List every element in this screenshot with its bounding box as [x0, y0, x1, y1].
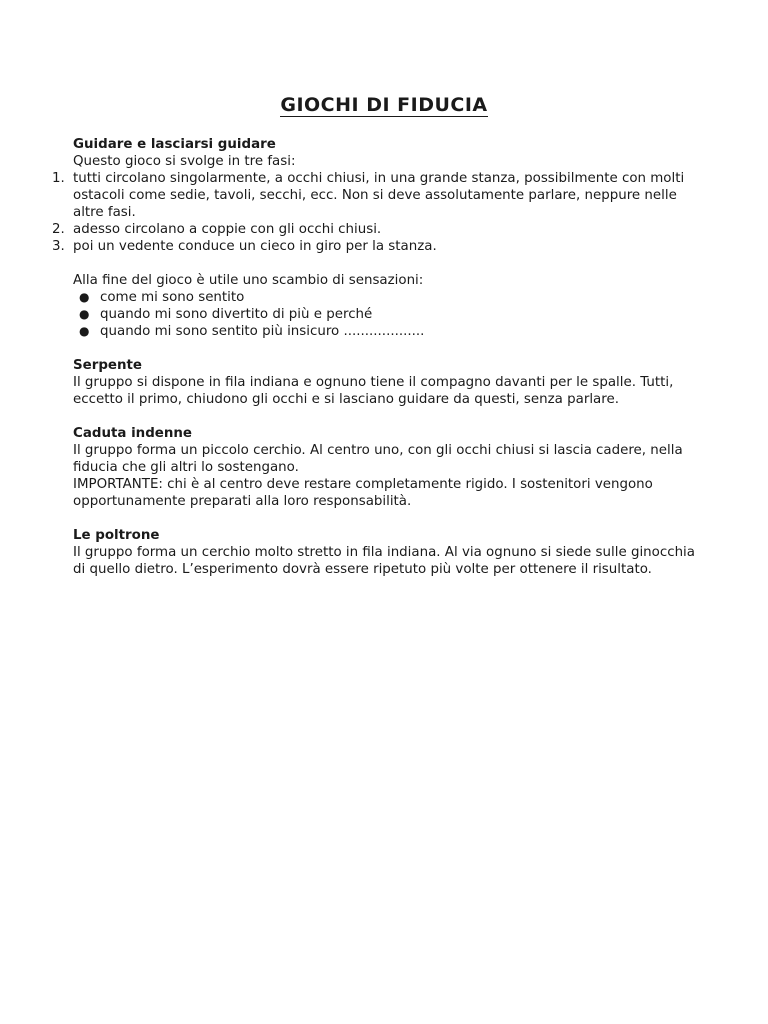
list-item-text: quando mi sono divertito di più e perché	[100, 307, 373, 322]
section-text: Il gruppo si dispone in fila indiana e ognuno tiene il compagno davanti per le spalle. Tutti, eccetto il primo, chiudono gli occhi e si lasciano guidare da questi, senza parlare.	[73, 375, 674, 407]
list-item	[52, 238, 703, 255]
list-item	[52, 221, 703, 238]
list-item	[73, 323, 703, 340]
section-heading: Le poltrone	[73, 528, 160, 543]
section-poltrone	[73, 527, 703, 578]
list-item-number: 2.	[52, 222, 65, 237]
bullet-icon: ●	[79, 324, 90, 338]
spacer	[73, 255, 703, 272]
list-item-number: 3.	[52, 239, 65, 254]
list-item-text: come mi sono sentito	[100, 290, 245, 305]
section-caduta	[73, 425, 703, 510]
section-text: Il gruppo forma un cerchio molto stretto in fila indiana. Al via ognuno si siede sulle ginocchia di quello dietro. L’esperimento dovrà essere ripetuto più volte per ottenere il risultato.	[73, 545, 695, 577]
list-item	[73, 306, 703, 323]
section-guidare	[52, 136, 703, 340]
section-serpente	[73, 357, 703, 408]
document-body	[52, 136, 703, 578]
spacer	[73, 510, 703, 527]
steps-list	[52, 170, 703, 255]
section-outro: Alla fine del gioco è utile uno scambio di sensazioni:	[73, 273, 424, 288]
bullet-icon: ●	[79, 290, 90, 304]
section-heading: Serpente	[73, 358, 143, 373]
list-item	[52, 170, 703, 221]
page-title	[0, 92, 768, 118]
spacer	[73, 340, 703, 357]
list-item-text: tutti circolano singolarmente, a occhi chiusi, in una grande stanza, possibilmente con molti ostacoli come sedie, tavoli, secchi, ecc. Non si deve assolutamente parlare, neppure nelle altre fasi.	[73, 171, 685, 220]
section-heading: Guidare e lasciarsi guidare	[73, 137, 276, 152]
list-item-text: poi un vedente conduce un cieco in giro per la stanza.	[73, 239, 437, 254]
section-text-important: IMPORTANTE: chi è al centro deve restare completamente rigido. I sostenitori vengono opportunamente preparati alla loro responsabilità.	[73, 477, 653, 509]
section-intro: Questo gioco si svolge in tre fasi:	[73, 154, 296, 169]
spacer	[73, 408, 703, 425]
bullet-list	[73, 289, 703, 340]
list-item	[73, 289, 703, 306]
page-title-text: GIOCHI DI FIDUCIA	[280, 94, 488, 116]
section-text: Il gruppo forma un piccolo cerchio. Al centro uno, con gli occhi chiusi si lascia cadere, nella fiducia che gli altri lo sostengano.	[73, 443, 683, 475]
bullet-icon: ●	[79, 307, 90, 321]
list-item-text: quando mi sono sentito più insicuro ...................	[100, 324, 425, 339]
list-item-number: 1.	[52, 171, 65, 186]
list-item-text: adesso circolano a coppie con gli occhi chiusi.	[73, 222, 382, 237]
section-heading: Caduta indenne	[73, 426, 193, 441]
